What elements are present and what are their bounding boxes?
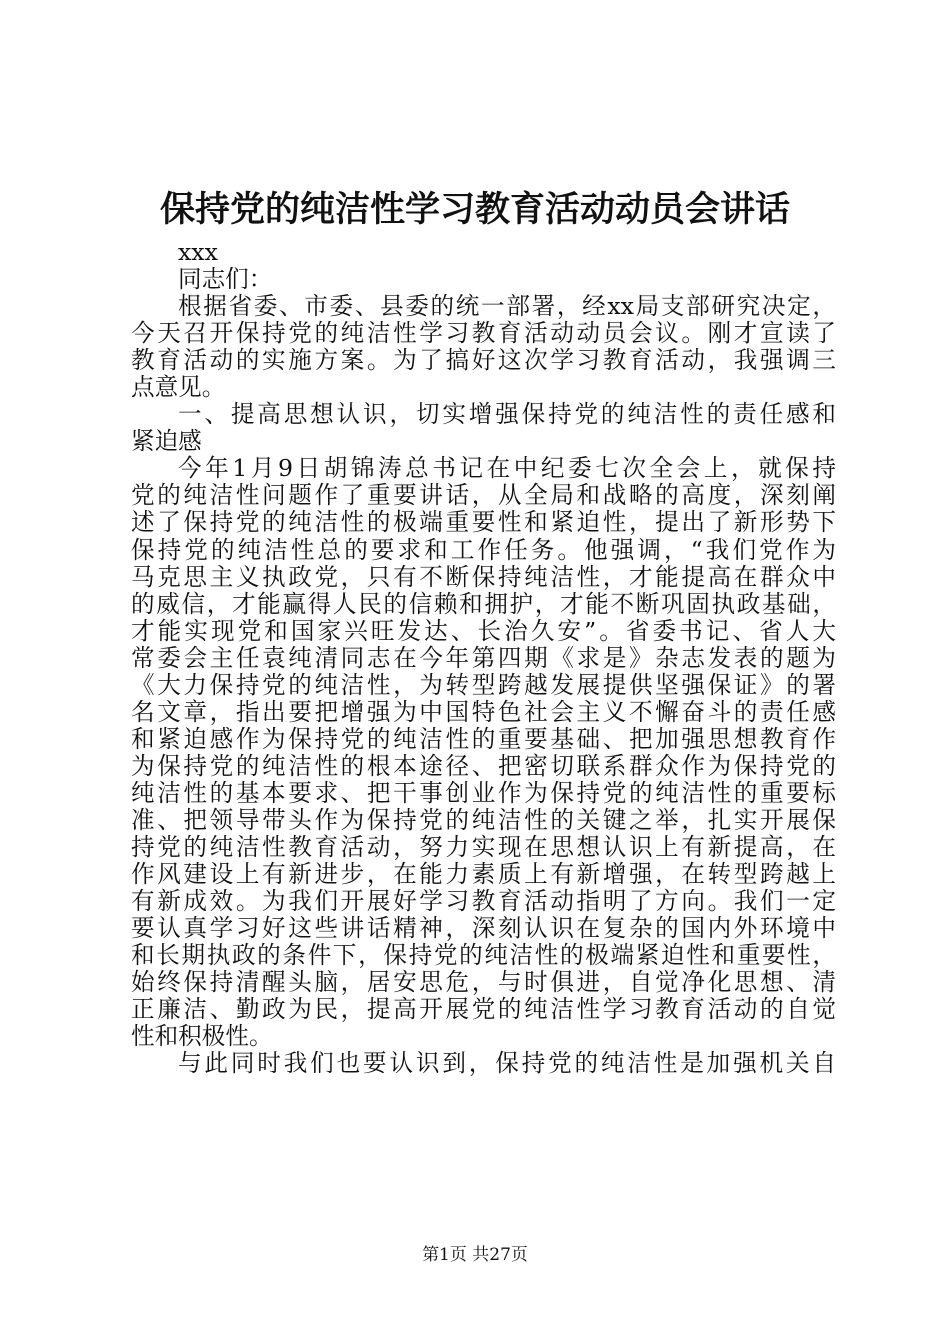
paragraph-line: 常委会主任袁纯清同志在今年第四期《求是》杂志发表的题为 — [131, 643, 836, 672]
paragraph-line: 今天召开保持党的纯洁性学习教育活动动员会议。刚才宣读了 — [131, 319, 836, 348]
paragraph-line: 点意见。 — [131, 373, 226, 402]
paragraph-line: 的威信，才能赢得人民的信赖和拥护，才能不断巩固执政基础， — [131, 589, 836, 618]
paragraph-line: 教育活动的实施方案。为了搞好这次学习教育活动，我强调三 — [131, 346, 836, 375]
paragraph-line: 根据省委、市委、县委的统一部署，经xx局支部研究决定， — [178, 292, 836, 321]
paragraph-line: 有新成效。为我们开展好学习教育活动指明了方向。我们一定 — [131, 887, 836, 916]
author-line: xxx — [178, 238, 218, 266]
paragraph-line: 性和积极性。 — [131, 1022, 273, 1051]
salutation-line: 同志们： — [178, 265, 273, 294]
paragraph-line: 《大力保持党的纯洁性，为转型跨越发展提供坚强保证》的署 — [131, 670, 836, 699]
paragraph-line: 述了保持党的纯洁性的极端重要性和紧迫性，提出了新形势下 — [131, 508, 836, 537]
paragraph-line: 为保持党的纯洁性的根本途径、把密切联系群众作为保持党的 — [131, 751, 836, 780]
page-footer: 第1页 共27页 — [422, 1245, 528, 1265]
paragraph-line: 马克思主义执政党，只有不断保持纯洁性，才能提高在群众中 — [131, 562, 836, 591]
paragraph-line: 正廉洁、勤政为民，提高开展党的纯洁性学习教育活动的自觉 — [131, 995, 836, 1024]
paragraph-line: 和长期执政的条件下，保持党的纯洁性的极端紧迫性和重要性， — [131, 941, 836, 970]
paragraph-line: 今年1月9日胡锦涛总书记在中纪委七次全会上，就保持 — [178, 454, 836, 483]
paragraph-line: 要认真学习好这些讲话精神，深刻认识在复杂的国内外环境中 — [131, 914, 836, 943]
paragraph-line: 党的纯洁性问题作了重要讲话，从全局和战略的高度，深刻阐 — [131, 481, 836, 510]
paragraph-line: 作风建设上有新进步，在能力素质上有新增强，在转型跨越上 — [131, 860, 836, 889]
paragraph-line: 始终保持清醒头脑，居安思危，与时俱进，自觉净化思想、清 — [131, 968, 836, 997]
paragraph-line: 与此同时我们也要认识到，保持党的纯洁性是加强机关自 — [178, 1049, 836, 1078]
document-title: 保持党的纯洁性学习教育活动动员会讲话 — [159, 189, 790, 230]
paragraph-line: 持党的纯洁性教育活动，努力实现在思想认识上有新提高，在 — [131, 833, 836, 862]
paragraph-line: 准、把领导带头作为保持党的纯洁性的关键之举，扎实开展保 — [131, 805, 836, 834]
paragraph-line: 名文章，指出要把增强为中国特色社会主义不懈奋斗的责任感 — [131, 697, 836, 726]
document-body — [131, 239, 836, 1077]
paragraph-line: 和紧迫感作为保持党的纯洁性的重要基础、把加强思想教育作 — [131, 724, 836, 753]
paragraph-line: 才能实现党和国家兴旺发达、长治久安”。省委书记、省人大 — [131, 616, 836, 645]
paragraph-line: 紧迫感 — [131, 427, 202, 456]
paragraph-line: 一、提高思想认识，切实增强保持党的纯洁性的责任感和 — [178, 400, 836, 429]
paragraph-line: 保持党的纯洁性总的要求和工作任务。他强调，“我们党作为 — [131, 535, 836, 564]
paragraph-line: 纯洁性的基本要求、把干事创业作为保持党的纯洁性的重要标 — [131, 778, 836, 807]
